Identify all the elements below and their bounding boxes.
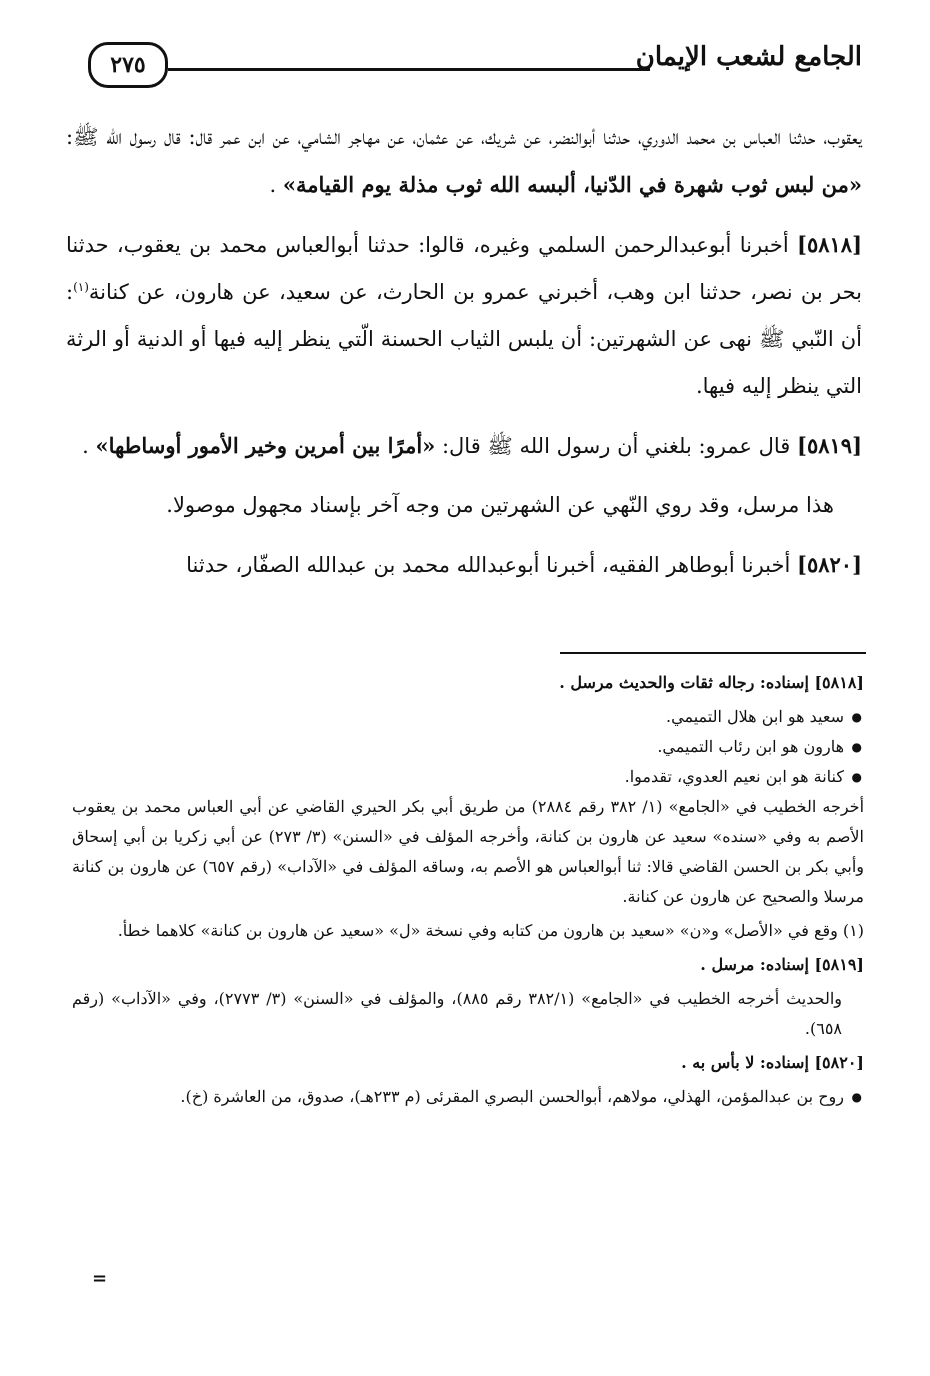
note-5818-body: أخرجه الخطيب في «الجامع» (١/ ٣٨٢ رقم ٢٨٨٤) من طريق أبي بكر الحيري القاضي عن أبي العباس محمد بن يعقوب الأصم به وفي «سنده» سعيد عن هارون بن كنانة، وأخرجه المؤلف في «السنن» (٣/ ٢٧٣) عن أبي زكريا بن أبي إسحاق وأبي بكر بن الحسن القاضي قالا: ثنا أبوالعباس هو الأصم به، وساقه المؤلف في «الآداب» (رقم ٦٥٧) عن هارون بن كنانة مرسلا والصحيح عن هارون عن كنانة. [72, 797, 865, 906]
paragraph-comment: هذا مرسل، وقد روي النّهي عن الشهرتين من وجه آخر بإسناد مجهول موصولا. [166, 493, 834, 517]
paragraph-text: : أن النّبي ﷺ نهى عن الشهرتين: أن يلبس الثياب الحسنة الّتي ينظر إليه فيها أو الدنية أو الرثة التي ينظر إليه فيها. [66, 280, 862, 398]
page-header [88, 38, 862, 94]
paragraph-5818 [66, 221, 862, 410]
main-text [66, 114, 862, 601]
note-5818-heading: [٥٨١٨] إسناده: رجاله ثقات والحديث مرسل . [559, 673, 864, 692]
hadith-quote: «أمرًا بين أمرين وخير الأمور أوساطها» [95, 433, 436, 458]
footnote-1: (١) وقع في «الأصل» و«ن» «سعيد بن هارون من كتابه وفي نسخة «ل» «سعيد عن هارون بن كنانة» كلاهما خطأ. [117, 921, 864, 940]
list-item: ● سعيد هو ابن هلال التميمي. [72, 702, 864, 732]
paragraph-continuation [66, 114, 862, 209]
hadith-number: [٥٨١٩] [797, 433, 862, 458]
page-number-badge: ٢٧٥ [88, 42, 168, 88]
paragraph-text: قال عمرو: بلغني أن رسول الله ﷺ قال: [435, 434, 797, 458]
paragraph-text: أخبرنا أبوعبدالرحمن السلمي وغيره، قالوا: حدثنا أبوالعباس محمد بن يعقوب، حدثنا بحر بن نصر، حدثنا ابن وهب، أخبرني عمرو بن الحارث، عن سعيد، عن هارون، عن كنانة [66, 233, 862, 304]
continuation-mark: = [92, 1268, 108, 1289]
note-5820-heading: [٥٨٢٠] إسناده: لا بأس به . [681, 1053, 864, 1072]
paragraph-5820 [66, 541, 862, 589]
note-5818-list [72, 702, 864, 792]
paragraph-text: . [269, 173, 283, 197]
hadith-number: [٥٨١٨] [797, 232, 862, 257]
note-5820-list [72, 1082, 864, 1112]
paragraph-text: أخبرنا أبوطاهر الفقيه، أخبرنا أبوعبدالله محمد بن عبدالله الصفّار، حدثنا [186, 553, 797, 577]
list-item: ● كنانة هو ابن نعيم العدوي، تقدموا. [72, 762, 864, 792]
paragraph-text: يعقوب، حدثنا العباس بن محمد الدوري، حدثنا أبوالنضر، عن شريك، عن عثمان، عن مهاجر الشامي، عن ابن عمر قال: قال رسول الله ﷺ: [66, 125, 862, 149]
hadith-number: [٥٨٢٠] [797, 552, 862, 577]
header-rule [168, 68, 650, 71]
list-item: ● روح بن عبدالمؤمن، الهذلي، مولاهم، أبوالحسن البصري المقرئى (م ٢٣٣هـ)، صدوق، من العاشرة (خ). [72, 1082, 864, 1112]
paragraph-text: . [82, 434, 96, 458]
footnotes [72, 668, 864, 1112]
footnote-rule [560, 652, 866, 654]
hadith-quote: «من لبس ثوب شهرة في الدّنيا، ألبسه الله ثوب مذلة يوم القيامة» [282, 172, 862, 197]
running-title: الجامع لشعب الإيمان [635, 42, 862, 72]
note-5819-heading: [٥٨١٩] إسناده: مرسل . [700, 955, 864, 974]
list-item: ● هارون هو ابن رئاب التميمي. [72, 732, 864, 762]
note-5819-body: والحديث أخرجه الخطيب في «الجامع» (٣٨٢/١ رقم ٨٨٥)، والمؤلف في «السنن» (٣/ ٢٧٧٣)، وفي «الآداب» (رقم ٦٥٨). [72, 989, 843, 1038]
paragraph-5819 [66, 422, 862, 470]
footnote-marker: (١) [73, 280, 89, 294]
